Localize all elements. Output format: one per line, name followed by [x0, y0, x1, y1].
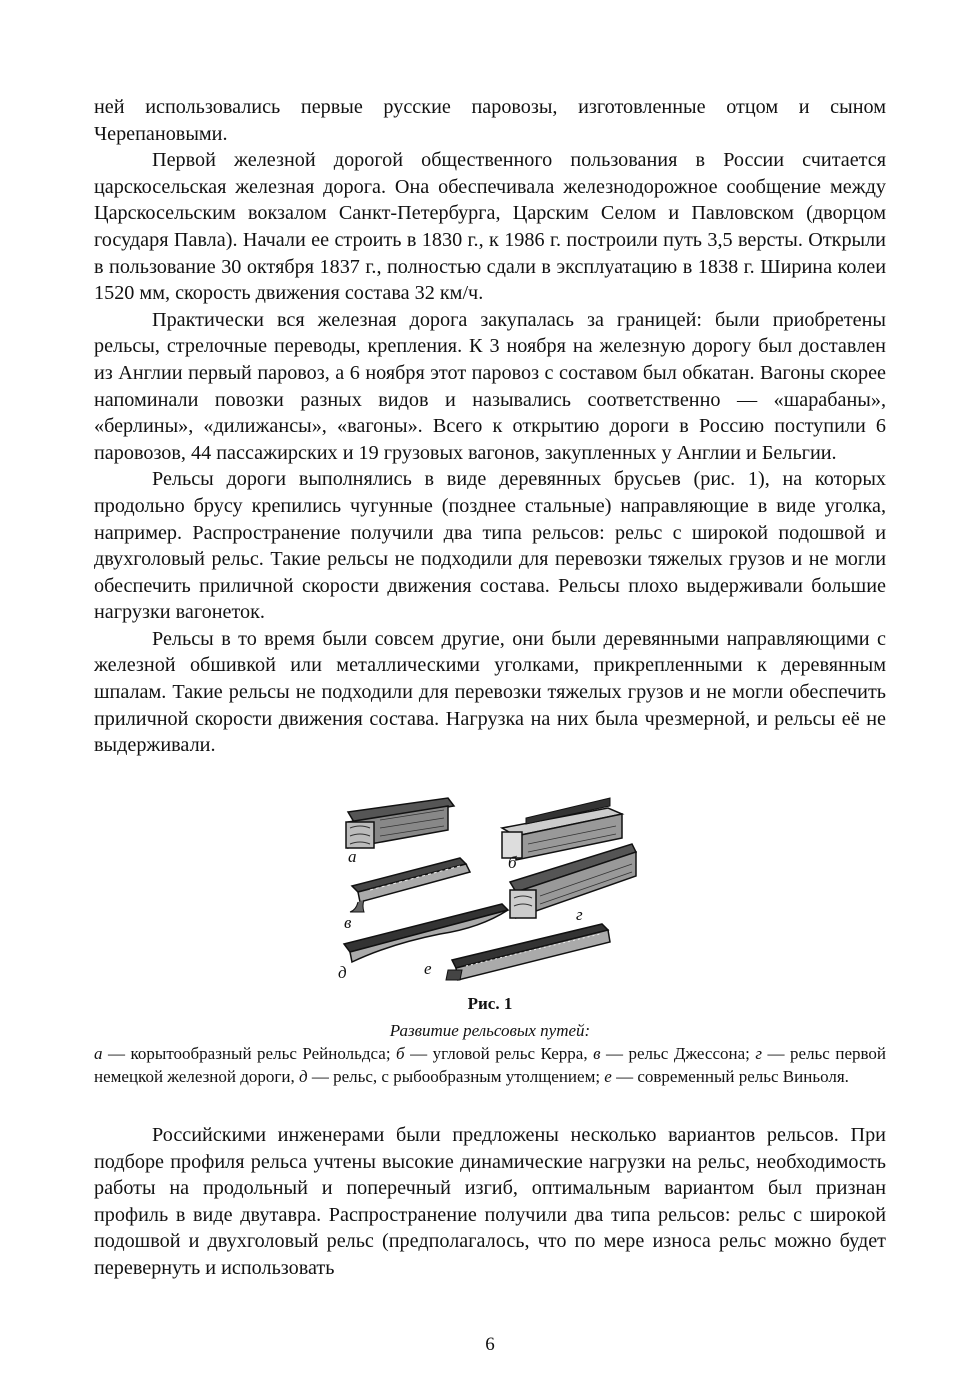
rail-e-drawing [446, 924, 610, 980]
caption-text: — рельс первой немецкой железной дороги, [94, 1044, 886, 1086]
figure-title: Рис. 1 [467, 994, 513, 1013]
figure-caption [94, 1042, 886, 1088]
caption-key: г [755, 1044, 763, 1063]
caption-text: — рельс Джессона; [600, 1044, 756, 1063]
caption-key: е [604, 1067, 612, 1086]
rail-illustration [330, 794, 650, 988]
paragraph: Рельсы дороги выполнялись в виде деревянных брусьев (рис. 1), на которых продольно брусу крепились чугунные (позднее стальные) направляющие в виде уголка, например. Распространение получили два типа рельсов: рельс с широкой подошвой и двухголовый рельс. Такие рельсы не подходили для перевозки тяжелых грузов и не могли обеспечить приличной скорости движения состава. Рельсы плохо выдерживали большие нагрузки вагонеток. [94, 468, 886, 624]
caption-key: в [593, 1044, 601, 1063]
caption-key: д [298, 1067, 308, 1086]
page-number: 6 [485, 1334, 495, 1355]
rail-evolution-figure [330, 794, 650, 988]
rail-a-drawing [346, 798, 454, 848]
paragraph: Первой железной дорогой общественного пользования в России считается царскосельская железная дорога. Она обеспечивала железнодорожное сообщение между Царскосельским вокзалом Санкт-Петербурга, Царским Селом и Павловском (дворцом государя Павла). Начали ее строить в 1830 г., к 1986 г. построили путь 3,5 версты. Открыли в пользование 30 октября 1837 г., полностью сдали в эксплуатацию в 1838 г. Ширина колеи 1520 мм, скорость движения состава 32 км/ч. [94, 149, 886, 305]
label-g: г [576, 905, 583, 924]
figure-subtitle: Развитие рельсовых путей: [389, 1021, 591, 1040]
paragraph: ней использовались первые русские паровозы, изготовленные отцом и сыном Черепановыми. [94, 96, 886, 145]
caption-key: б [396, 1044, 405, 1063]
caption-text: — корытообразный рельс Рейнольдса; [102, 1044, 397, 1063]
body-text-top [94, 94, 886, 759]
paragraph: Рельсы в то время были совсем другие, они были деревянными направляющими с железной обшивкой или металлическими уголками, прикрепленными к деревянным шпалам. Такие рельсы не подходили для перевозки тяжелых грузов и не могли обеспечить приличной скорости движения состава. Нагрузка на них была чрезмерной, и рельсы её не выдерживали. [94, 627, 886, 757]
caption-text: — рельс, с рыбообразным утолщением; [307, 1067, 605, 1086]
label-e: е [424, 959, 432, 978]
body-text-bottom [94, 1122, 886, 1282]
rail-v-drawing [350, 858, 470, 912]
label-v: в [344, 913, 352, 932]
paragraph: Практически вся железная дорога закупалась за границей: были приобретены рельсы, стрелочные переводы, крепления. К 3 ноября на железную дорогу был доставлен из Англии первый паровоз, а 6 ноября этот паровоз с составом был обкатан. Вагоны скорее напоминали повозки разных видов и назывались соответственно — «шарабаны», «берлины», «дилижансы», «вагоны». Всего к открытию дороги в Россию поступили 6 паровозов, 44 пассажирских и 19 грузовых вагонов, закупленных у Англии и Бельгии. [94, 308, 886, 464]
caption-key: а [94, 1044, 103, 1063]
caption-text: — угловой рельс Керра, [404, 1044, 594, 1063]
label-d: д [338, 963, 347, 982]
paragraph: Российскими инженерами были предложены несколько вариантов рельсов. При подборе профиля рельса учтены высокие динамические нагрузки на рельс, необходимость работы на продольный и поперечный изгиб, оптимальным вариантом был признан профиль в виде двутавра. Распространение получили два типа рельсов: рельс с широкой подошвой и двухголовый рельс (предполагалось, что по мере износа рельс можно будет перевернуть и использовать [94, 1124, 886, 1279]
caption-text: — современный рельс Виньоля. [611, 1067, 849, 1086]
label-a: а [348, 847, 357, 866]
rail-b-drawing [502, 798, 622, 860]
label-b: б [508, 853, 517, 872]
